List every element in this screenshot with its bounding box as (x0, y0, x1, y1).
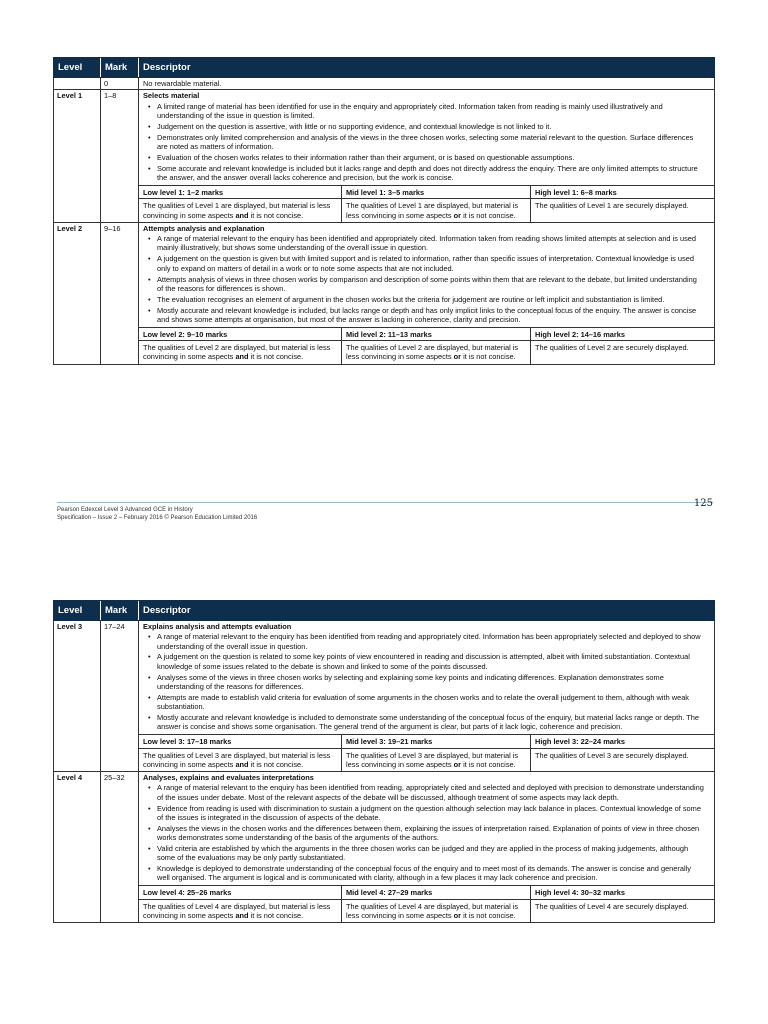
mark-cell: 25–32 (101, 772, 139, 922)
mid-level-title: Mid level 3: 19–21 marks (342, 736, 530, 748)
bullet-item: • A range of material relevant to the enquiry has been identified and appropriately cited. Information taken from reading shows limited attempts at selection and is used mainly illustratively, but shows some understanding of the overall issue in question. (157, 234, 710, 253)
low-level-text: The qualities of Level 1 are displayed, but material is less convincing in some aspects and it is not concise. (143, 201, 331, 220)
descriptor-column-header: Descriptor (143, 62, 191, 73)
low-level-title: Low level 3: 17–18 marks (139, 736, 341, 748)
descriptor-bullets (143, 102, 710, 183)
sublevel-grid (139, 734, 714, 771)
mid-level-title: Mid level 1: 3–5 marks (342, 187, 530, 199)
level-cell: Level 1 (54, 90, 101, 222)
table-row-level-2 (53, 223, 715, 365)
bullet-item: • Knowledge is deployed to demonstrate understanding of the conceptual focus of the enquiry and to meet most of its demands. The answer is concise and generally well organised. The argument is logical and is communicated with clarity, although in a few places it may lack coherence and precision. (157, 864, 710, 883)
low-level-cell (139, 886, 341, 922)
bullet-item: • A judgement on the question is given but with limited support and is related to information, rather than specific issues of interpretation. Contextual knowledge is used only to expand on matters of detail in a work or to note some aspects that are not included. (157, 254, 710, 273)
sublevel-grid (139, 885, 714, 922)
high-level-text: The qualities of Level 2 are securely displayed. (535, 343, 689, 353)
descriptor-bullets (143, 632, 710, 731)
level-cell: Level 4 (54, 772, 101, 922)
high-level-text: The qualities of Level 4 are securely displayed. (535, 901, 689, 911)
table-row-level-4 (53, 772, 715, 923)
low-level-cell (139, 186, 341, 222)
page-number: 125 (693, 498, 713, 509)
descriptor-bullets (143, 783, 710, 882)
mark-cell: 1–8 (101, 90, 139, 222)
mark-cell: 9–16 (101, 223, 139, 364)
mid-level-cell (341, 735, 530, 771)
mid-level-text: The qualities of Level 1 are displayed, but material is less convincing in some aspects or it is not concise. (346, 201, 519, 220)
level-column-header: Level (54, 601, 101, 620)
bullet-item: • The evaluation recognises an element of argument in the chosen works but the criteria for judgement are routine or left implicit and substantiation is limited. (157, 295, 710, 304)
low-level-text: The qualities of Level 4 are displayed, but material is less convincing in some aspects and it is not concise. (143, 901, 331, 920)
low-level-title: Low level 1: 1–2 marks (139, 187, 341, 199)
descriptor-cell (139, 90, 714, 222)
descriptor-title: Attempts analysis and explanation (143, 223, 265, 233)
bullet-item: • Evidence from reading is used with discrimination to sustain a judgment on the question although selection may lack balance in places. Contextual knowledge of some of the issues is integrated in the discussion of aspects of the debate. (157, 804, 710, 823)
bullet-item: • Valid criteria are established by which the arguments in the three chosen works can be judged and they are applied in the process of making judgements, although some of the evaluations may be only partly substantiated. (157, 844, 710, 863)
high-level-cell (530, 328, 714, 364)
footer-specification: Specification – Issue 2 – February 2016 © Pearson Education Limited 2016 (57, 515, 258, 521)
mark-column-header: Mark (101, 601, 139, 620)
high-level-text: The qualities of Level 1 are securely displayed. (535, 201, 689, 211)
bullet-item: • A judgement on the question is related to some key points of view encountered in reading and discussion is attempted, albeit with limited substantiation. Contextual knowledge of some issues related to the debate is shown and linked to some of the points discussed. (157, 652, 710, 671)
table-row-level-1 (53, 90, 715, 223)
low-level-cell (139, 328, 341, 364)
high-level-text: The qualities of Level 3 are securely displayed. (535, 750, 689, 760)
bullet-item: • A limited range of material has been identified for use in the enquiry and appropriately cited. Information taken from reading is mainly used illustratively and understanding of the issue in question is limited. (157, 102, 710, 121)
mark-scheme-table-top (53, 57, 715, 365)
low-level-text: The qualities of Level 3 are displayed, but material is less convincing in some aspects and it is not concise. (143, 750, 331, 769)
table-header (53, 57, 715, 78)
bullet-item: • Judgement on the question is assertive, with little or no supporting evidence, and contextual knowledge is not linked to it. (157, 122, 710, 131)
table-row-no-reward (53, 78, 715, 90)
mid-level-cell (341, 328, 530, 364)
high-level-title: High level 2: 14–16 marks (531, 329, 714, 341)
descriptor-cell: No rewardable material. (143, 79, 222, 88)
high-level-title: High level 1: 6–8 marks (531, 187, 714, 199)
bullet-item: • Mostly accurate and relevant knowledge is included, but lacks range or depth and has only implicit links to the conceptual focus of the enquiry. The answer is concise and shows some attempts at organisation, but most of the answer is lacking in coherence, clarity and precision. (157, 306, 710, 325)
descriptor-title: Analyses, explains and evaluates interpretations (143, 773, 314, 783)
level-cell (54, 78, 101, 89)
low-level-cell (139, 735, 341, 771)
mark-column-header: Mark (101, 58, 139, 77)
descriptor-cell (139, 223, 714, 364)
bullet-item: • Analyses the views in the chosen works and the differences between them, explaining the issues of interpretation raised. Explanation of points of view in three chosen works demonstrates some understanding of the basis of the arguments of the authors. (157, 824, 710, 843)
high-level-cell (530, 886, 714, 922)
footer-divider (57, 502, 713, 503)
descriptor-column-header: Descriptor (143, 605, 191, 616)
high-level-cell (530, 735, 714, 771)
sublevel-grid (139, 327, 714, 364)
low-level-title: Low level 4: 25–26 marks (139, 887, 341, 899)
high-level-title: High level 3: 22–24 marks (531, 736, 714, 748)
mid-level-cell (341, 886, 530, 922)
table-row-level-3 (53, 621, 715, 772)
footer-publication: Pearson Edexcel Level 3 Advanced GCE in History (57, 507, 193, 513)
mid-level-text: The qualities of Level 4 are displayed, but material is less convincing in some aspects or it is not concise. (346, 901, 519, 920)
mid-level-text: The qualities of Level 3 are displayed, but material is less convincing in some aspects or it is not concise. (346, 750, 519, 769)
bullet-item: • Some accurate and relevant knowledge is included but it lacks range and depth and does not directly address the enquiry. There are only limited attempts to structure the answer, and the answer overall lacks coherence and precision, but the work is concise. (157, 164, 710, 183)
sublevel-grid (139, 185, 714, 222)
descriptor-cell (139, 621, 714, 771)
level-column-header: Level (54, 58, 101, 77)
mid-level-text: The qualities of Level 2 are displayed, but material is less convincing in some aspects or it is not concise. (346, 343, 519, 362)
low-level-text: The qualities of Level 2 are displayed, but material is less convincing in some aspects and it is not concise. (143, 343, 331, 362)
descriptor-title: Selects material (143, 91, 200, 101)
descriptor-title: Explains analysis and attempts evaluation (143, 622, 292, 631)
level-cell: Level 2 (54, 223, 101, 364)
bullet-item: • Evaluation of the chosen works relates to their information rather than their argument, or is based on questionable assumptions. (157, 153, 710, 162)
mark-cell: 0 (101, 78, 139, 89)
high-level-cell (530, 186, 714, 222)
bullet-item: • Attempts are made to establish valid criteria for evaluation of some arguments in the chosen works and to relate the overall judgement to them, although with weak substantiation. (157, 693, 710, 712)
mid-level-title: Mid level 4: 27–29 marks (342, 887, 530, 899)
table-header (53, 600, 715, 621)
bullet-item: • Mostly accurate and relevant knowledge is included to demonstrate some understanding of the conceptual focus of the enquiry, but material lacks range or depth. The answer is concise and shows some organisation. The general trend of the argument is clear, but parts of it lack logic, coherence and precision. (157, 713, 710, 732)
bullet-item: • Attempts analysis of views in three chosen works by comparison and description of some points within them that are relevant to the debate, but limited understanding of the reasons for differences is shown. (157, 275, 710, 294)
page-footer (57, 498, 713, 522)
mark-scheme-table-bottom (53, 600, 715, 923)
high-level-title: High level 4: 30–32 marks (531, 887, 714, 899)
bullet-item: • A range of material relevant to the enquiry has been identified from reading, appropriately cited and selected and deployed with precision to demonstrate understanding of the issues under debate. Most of the relevant aspects of the debate will be discussed, although treatment of some aspects may lack depth. (157, 783, 710, 802)
bullet-item: • Analyses some of the views in three chosen works by selecting and explaining some key points and indicating differences. Explanation demonstrates some understanding of the reasons for differences. (157, 673, 710, 692)
descriptor-bullets (143, 234, 710, 324)
mid-level-cell (341, 186, 530, 222)
level-cell: Level 3 (54, 621, 101, 771)
mark-cell: 17–24 (101, 621, 139, 771)
mid-level-title: Mid level 2: 11–13 marks (342, 329, 530, 341)
low-level-title: Low level 2: 9–10 marks (139, 329, 341, 341)
bullet-item: • Demonstrates only limited comprehension and analysis of the views in the three chosen works, selecting some material relevant to the question. Surface differences are noted as matters of information. (157, 133, 710, 152)
descriptor-cell (139, 772, 714, 922)
bullet-item: • A range of material relevant to the enquiry has been identified from reading and appropriately cited. Information has been appropriately selected and deployed to show understanding of the overall issue in question. (157, 632, 710, 651)
